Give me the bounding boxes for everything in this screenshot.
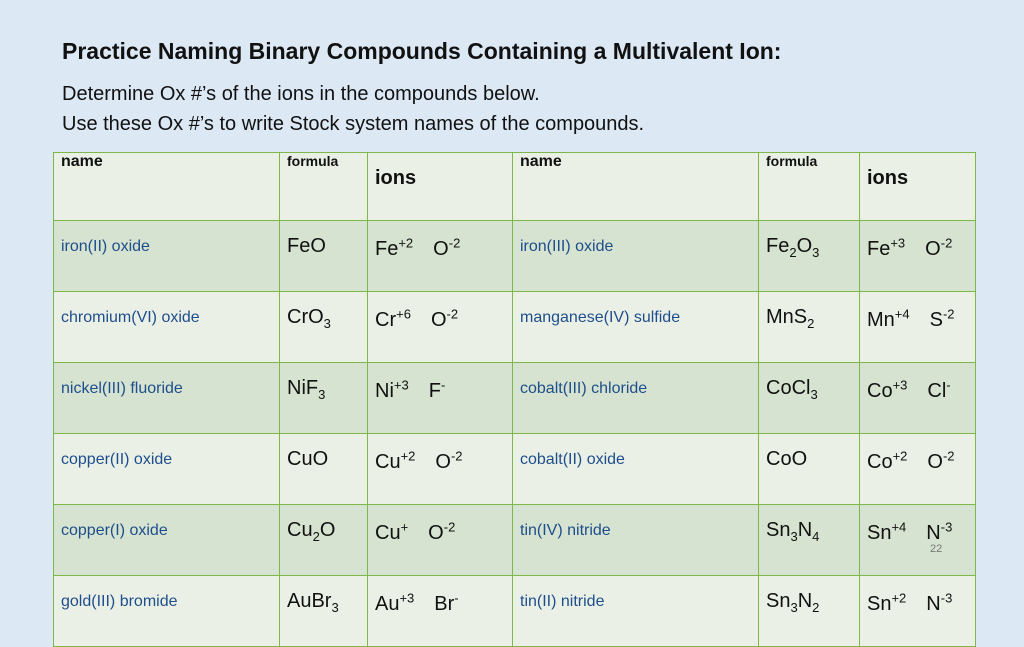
ion-sup: +2 (398, 235, 414, 250)
ion-text: Fe (375, 237, 399, 260)
ion-text: O (927, 450, 943, 473)
formula-text: O (796, 235, 813, 257)
formula-text: CrO (287, 306, 324, 328)
formula-sub: 3 (323, 316, 331, 331)
formula-text: AuBr (287, 590, 332, 612)
compound-formula-left (280, 221, 368, 292)
anion (926, 519, 953, 544)
formula-text: CuO (287, 448, 329, 470)
anion (428, 377, 446, 402)
compound-name-left: iron(II) oxide (54, 221, 280, 292)
table-row (54, 221, 976, 292)
header-name-right: name (513, 153, 759, 221)
ion-sup: +2 (891, 590, 907, 605)
table-row (54, 292, 976, 363)
formula-text: NiF (287, 377, 319, 399)
anion (435, 448, 463, 473)
ion-text: Cr (375, 308, 397, 331)
compound-name-left: nickel(III) fluoride (54, 363, 280, 434)
compound-formula-right (759, 576, 860, 647)
ion-sup: - (440, 377, 446, 392)
compound-name-left: chromium(VI) oxide (54, 292, 280, 363)
ion-text: Cu (375, 521, 401, 544)
cation (375, 448, 416, 473)
anion (927, 448, 955, 473)
formula-text: Sn (766, 590, 791, 612)
ion-text: Cu (375, 450, 401, 473)
table-row (54, 363, 976, 434)
ion-text: Cl (927, 379, 947, 402)
compound-ions-left (368, 576, 513, 647)
ion-text: O (433, 237, 449, 260)
formula-sub: 3 (812, 245, 820, 260)
compound-ions-left (368, 505, 513, 576)
ion-sup: -2 (443, 519, 456, 534)
cation (375, 590, 415, 615)
compound-formula-left (280, 576, 368, 647)
ion-text: Au (375, 592, 400, 615)
formula-text: Sn (766, 519, 791, 541)
ion-sup: -2 (446, 306, 459, 321)
compound-formula-right (759, 221, 860, 292)
ion-text: Ni (375, 379, 394, 402)
ion-sup: -2 (450, 448, 463, 463)
compound-name-right: manganese(IV) sulfide (513, 292, 759, 363)
compound-ions-left (368, 221, 513, 292)
header-formula-right: formula (759, 153, 860, 221)
ion-text: O (925, 237, 941, 260)
ion-sup: +3 (393, 377, 409, 392)
compound-ions-right (860, 221, 976, 292)
ion-sup: +3 (890, 235, 906, 250)
formula-sub: 3 (810, 387, 818, 402)
ion-text: Fe (867, 237, 891, 260)
instruction-line-2: Use these Ox #’s to write Stock system names of the compounds. (62, 113, 645, 135)
anion (430, 306, 459, 331)
compound-formula-right (759, 363, 860, 434)
compound-ions-left (368, 292, 513, 363)
compound-name-right: tin(IV) nitride (513, 505, 759, 576)
compound-name-left: copper(I) oxide (54, 505, 280, 576)
compound-formula-left (280, 292, 368, 363)
ion-sup: +6 (396, 306, 411, 321)
formula-text: N (797, 590, 813, 612)
ion-text: Br (434, 592, 455, 615)
cation (867, 235, 906, 260)
compound-ions-left (368, 434, 513, 505)
ion-text: N (926, 521, 941, 544)
anion (433, 235, 461, 260)
compound-ions-right (860, 434, 976, 505)
ion-sup: -3 (940, 590, 953, 605)
table-body (54, 221, 976, 647)
formula-text: N (797, 519, 813, 541)
ion-sup: -2 (940, 235, 953, 250)
ion-sup: +3 (399, 590, 415, 605)
formula-text: Fe (766, 235, 790, 257)
ion-text: O (430, 308, 447, 331)
compound-formula-left (280, 434, 368, 505)
formula-text: O (319, 519, 336, 541)
cation (375, 377, 409, 402)
cation (867, 519, 907, 544)
header-ions-right: ions (860, 153, 976, 221)
anion (929, 306, 955, 331)
cation (375, 519, 409, 544)
cation (375, 306, 411, 331)
formula-sub: 2 (812, 600, 820, 615)
formula-sub: 3 (790, 529, 798, 544)
ion-text: O (435, 450, 451, 473)
table-header-row (54, 153, 976, 221)
compound-ions-right (860, 292, 976, 363)
instruction-line-1: Determine Ox #’s of the ions in the compounds below. (62, 83, 540, 105)
header-formula-left: formula (280, 153, 368, 221)
ion-text: Sn (867, 592, 892, 615)
compound-name-right: tin(II) nitride (513, 576, 759, 647)
compound-ions-left (368, 363, 513, 434)
ion-sup: + (400, 519, 409, 534)
slide-title: Practice Naming Binary Compounds Containing a Multivalent Ion: (62, 38, 782, 64)
formula-sub: 2 (312, 529, 320, 544)
ion-sup: -2 (942, 306, 955, 321)
ion-text: Co (867, 450, 893, 473)
formula-sub: 3 (790, 600, 798, 615)
page-number: 22 (930, 543, 943, 555)
compound-formula-right (759, 434, 860, 505)
compound-name-right: cobalt(III) chloride (513, 363, 759, 434)
header-name-left: name (54, 153, 280, 221)
anion (428, 519, 456, 544)
compound-ions-right (860, 363, 976, 434)
ion-sup: - (454, 590, 459, 605)
compound-ions-right (860, 576, 976, 647)
ion-text: S (929, 308, 943, 331)
formula-sub: 4 (812, 529, 820, 544)
ion-sup: - (946, 377, 951, 392)
compound-ions-right (860, 505, 976, 576)
compound-name-right: cobalt(II) oxide (513, 434, 759, 505)
compound-name-right: iron(III) oxide (513, 221, 759, 292)
table-row (54, 576, 976, 647)
formula-text: MnS (766, 306, 808, 328)
compound-formula-left (280, 505, 368, 576)
anion (925, 235, 953, 260)
compound-name-left: copper(II) oxide (54, 434, 280, 505)
ion-sup: -3 (940, 519, 953, 534)
ion-sup: +4 (891, 519, 907, 534)
anion (926, 590, 953, 615)
table-row (54, 434, 976, 505)
formula-text: FeO (287, 235, 326, 257)
ion-text: N (926, 592, 941, 615)
formula-sub: 2 (789, 245, 797, 260)
anion (434, 590, 459, 615)
cation (867, 590, 907, 615)
compound-formula-right (759, 292, 860, 363)
formula-sub: 2 (807, 316, 815, 331)
ion-text: O (428, 521, 444, 544)
formula-text: CoCl (766, 377, 811, 399)
cation (867, 448, 908, 473)
cation (867, 306, 910, 331)
table-row (54, 505, 976, 576)
formula-sub: 3 (331, 600, 339, 615)
ion-sup: +2 (400, 448, 416, 463)
ion-text: Sn (867, 521, 892, 544)
ion-text: Co (867, 379, 893, 402)
ion-sup: +3 (892, 377, 908, 392)
ion-text: F (428, 379, 441, 402)
formula-sub: 3 (318, 387, 326, 402)
compound-name-left: gold(III) bromide (54, 576, 280, 647)
cation (375, 235, 414, 260)
compound-formula-right (759, 505, 860, 576)
ion-sup: -2 (942, 448, 955, 463)
ion-sup: +4 (894, 306, 910, 321)
compounds-table (53, 152, 976, 647)
anion (927, 377, 951, 402)
cation (867, 377, 908, 402)
header-ions-left: ions (368, 153, 513, 221)
ion-sup: +2 (892, 448, 908, 463)
ion-text: Mn (867, 308, 895, 331)
formula-text: Cu (287, 519, 313, 541)
compound-formula-left (280, 363, 368, 434)
ion-sup: -2 (448, 235, 461, 250)
formula-text: CoO (766, 448, 808, 470)
